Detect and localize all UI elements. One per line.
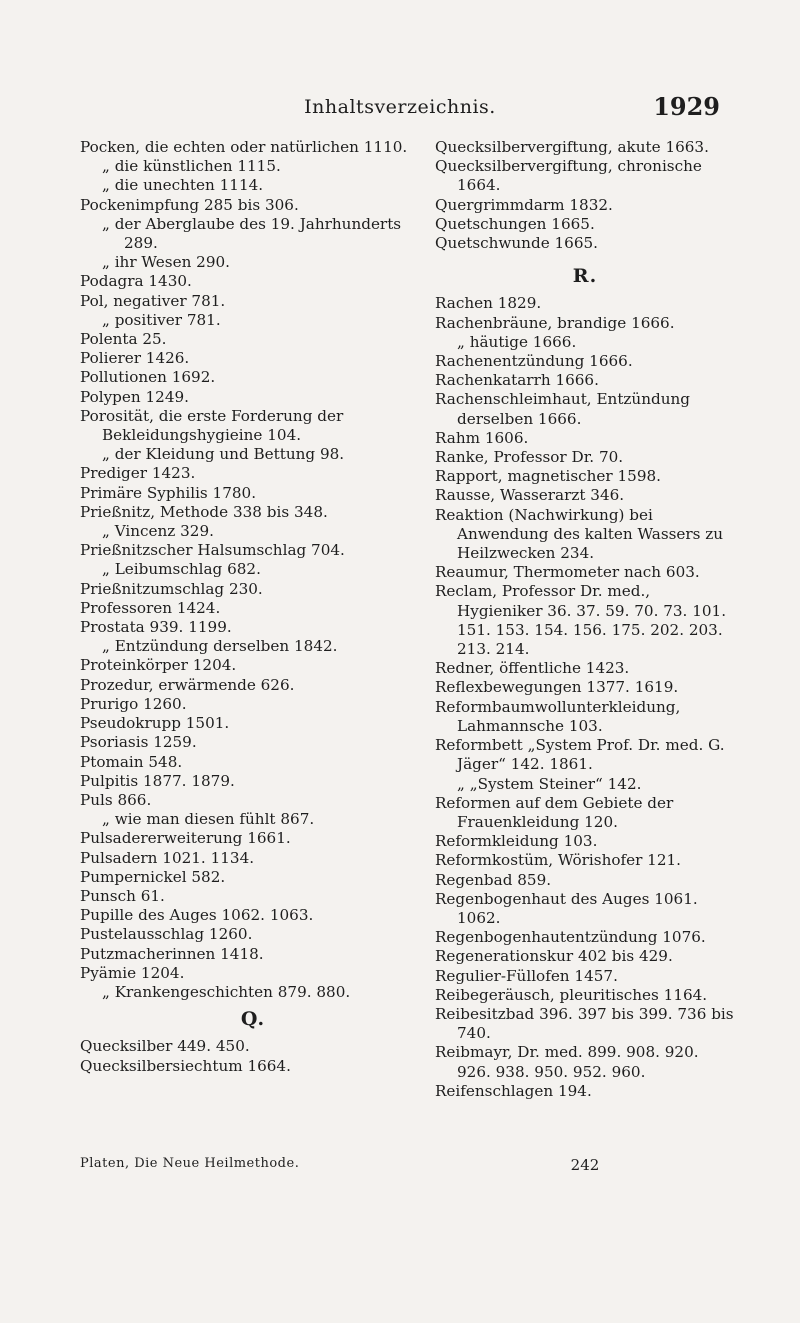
index-entry: „ die künstlichen 1115. bbox=[102, 157, 281, 176]
index-entry: Pulsadererweiterung 1661. bbox=[80, 829, 291, 848]
index-column-left bbox=[80, 138, 426, 1076]
index-entry: „ Leibumschlag 682. bbox=[102, 560, 261, 579]
index-entry: „ der Kleidung und Bettung 98. bbox=[102, 445, 345, 464]
index-entry: Rachenschleimhaut, Entzündung derselben 1666. bbox=[435, 390, 690, 428]
index-entry: Rachen 1829. bbox=[435, 294, 542, 313]
index-entry: Prurigo 1260. bbox=[80, 694, 187, 713]
index-entry: Pumpernickel 582. bbox=[80, 867, 226, 886]
index-entry: Reformkostüm, Wörishofer 121. bbox=[435, 851, 682, 870]
index-entry: Reflexbewegungen 1377. 1619. bbox=[435, 678, 679, 697]
page-number: 1929 bbox=[653, 92, 720, 121]
index-entry: Regenbogenhaut des Auges 1061. 1062. bbox=[435, 889, 698, 927]
index-entry: Reifenschlagen 194. bbox=[435, 1081, 592, 1100]
index-entry: „ ihr Wesen 290. bbox=[102, 253, 230, 272]
index-entry: Quecksilbervergiftung, chronische 1664. bbox=[435, 157, 702, 195]
index-entry: Polierer 1426. bbox=[80, 349, 190, 368]
index-entry: Pseudokrupp 1501. bbox=[80, 714, 230, 733]
index-entry: Pockenimpfung 285 bis 306. bbox=[80, 195, 299, 214]
index-entry: Quecksilbersiechtum 1664. bbox=[80, 1056, 291, 1075]
index-entry: Ranke, Professor Dr. 70. bbox=[435, 448, 624, 467]
index-entry: Prießnitzscher Halsumschlag 704. bbox=[80, 541, 345, 560]
index-entry: „ „System Steiner“ 142. bbox=[457, 774, 642, 793]
index-entry: Psoriasis 1259. bbox=[80, 733, 197, 752]
sheet-number: 242 bbox=[570, 1156, 600, 1174]
index-entry: Professoren 1424. bbox=[80, 598, 221, 617]
index-entry: Pustelausschlag 1260. bbox=[80, 925, 253, 944]
index-entry: Rachenkatarrh 1666. bbox=[435, 371, 599, 390]
index-entry: Pupille des Auges 1062. 1063. bbox=[80, 906, 314, 925]
index-entry: Prozedur, erwärmende 626. bbox=[80, 675, 295, 694]
index-entry: „ Krankengeschichten 879. 880. bbox=[102, 982, 351, 1001]
index-entry: Ptomain 548. bbox=[80, 752, 183, 771]
index-entry: Rachenbräune, brandige 1666. bbox=[435, 313, 675, 332]
index-entry: Pol, negativer 781. bbox=[80, 291, 226, 310]
index-entry: „ positiver 781. bbox=[102, 310, 221, 329]
index-column-right bbox=[435, 138, 735, 1101]
index-entry: Reformbett „System Prof. Dr. med. G. Jäger“ 142. 1861. bbox=[435, 736, 725, 774]
index-entry: „ Entzündung derselben 1842. bbox=[102, 637, 338, 656]
running-title: Inhaltsverzeichnis. bbox=[304, 96, 496, 118]
index-entry: Rahm 1606. bbox=[435, 428, 529, 447]
index-entry: „ der Aberglaube des 19. Jahrhunderts 289. bbox=[102, 214, 402, 253]
index-entry: Pulpitis 1877. 1879. bbox=[80, 771, 235, 790]
index-entry: Prostata 939. 1199. bbox=[80, 618, 232, 637]
index-entry: Polypen 1249. bbox=[80, 387, 189, 406]
index-entry: Prießnitzumschlag 230. bbox=[80, 579, 263, 598]
section-letter-q: Q. bbox=[240, 1008, 266, 1031]
index-entry: Reibesitzbad 396. 397 bis 399. 736 bis 740. bbox=[435, 1004, 734, 1043]
index-entry: Quecksilbervergiftung, akute 1663. bbox=[435, 138, 709, 156]
index-entry: „ Vincenz 329. bbox=[102, 522, 214, 541]
index-entry: Regenerationskur 402 bis 429. bbox=[435, 947, 673, 966]
index-entry: Quergrimmdarm 1832. bbox=[435, 195, 613, 214]
index-entry: Primäre Syphilis 1780. bbox=[80, 483, 257, 502]
index-entry: „ häutige 1666. bbox=[457, 332, 577, 351]
section-letter-r: R. bbox=[572, 265, 598, 288]
index-entry: Polenta 25. bbox=[80, 330, 167, 349]
index-entry: Rausse, Wasserarzt 346. bbox=[435, 486, 625, 505]
index-entry: Reformkleidung 103. bbox=[435, 832, 598, 851]
index-entry: Prießnitz, Methode 338 bis 348. bbox=[80, 502, 328, 521]
index-entry: Redner, öffentliche 1423. bbox=[435, 659, 630, 678]
index-entry: Regenbogenhautentzündung 1076. bbox=[435, 928, 706, 947]
index-entry: Pulsadern 1021. 1134. bbox=[80, 848, 255, 867]
index-entry: Pollutionen 1692. bbox=[80, 368, 216, 387]
index-entry: Puls 866. bbox=[80, 790, 152, 809]
index-entry: Quecksilber 449. 450. bbox=[80, 1037, 250, 1056]
index-entry: Rachenentzündung 1666. bbox=[435, 352, 633, 371]
index-entry: Regulier-Füllofen 1457. bbox=[435, 966, 618, 985]
index-entry: Pyämie 1204. bbox=[80, 963, 185, 982]
index-entry: Pocken, die echten oder natürlichen 1110. bbox=[80, 138, 408, 156]
index-entry: Reformen auf dem Gebiete der Frauenkleidung 120. bbox=[435, 793, 674, 831]
index-entry: Reibmayr, Dr. med. 899. 908. 920. 926. 938. 950. 952. 960. bbox=[435, 1043, 699, 1081]
index-entry: Regenbad 859. bbox=[435, 870, 552, 889]
index-entry: Reaumur, Thermometer nach 603. bbox=[435, 563, 700, 582]
index-entry: Quetschungen 1665. bbox=[435, 214, 595, 233]
index-entry: Putzmacherinnen 1418. bbox=[80, 944, 264, 963]
page-header bbox=[0, 92, 800, 126]
index-entry: Reaktion (Nachwirkung) bei Anwendung des kalten Wassers zu Heilzwecken 234. bbox=[435, 505, 724, 563]
index-entry: Quetschwunde 1665. bbox=[435, 234, 598, 253]
index-entry: Reclam, Professor Dr. med., Hygieniker 36. 37. 59. 70. 73. 101. 151. 153. 154. 156. 175. 202. 203. 213. 214. bbox=[435, 582, 727, 659]
index-entry: Proteinkörper 1204. bbox=[80, 656, 237, 675]
footer-signature: Platen, Die Neue Heilmethode. bbox=[80, 1156, 300, 1171]
index-entry: Prediger 1423. bbox=[80, 464, 196, 483]
index-entry: Punsch 61. bbox=[80, 886, 165, 905]
index-entry: Porosität, die erste Forderung der Bekleidungshygieine 104. bbox=[80, 406, 344, 445]
index-entry: „ wie man diesen fühlt 867. bbox=[102, 810, 315, 829]
index-entry: „ die unechten 1114. bbox=[102, 176, 264, 195]
index-entry: Reformbaumwollunterkleidung, Lahmannsche 103. bbox=[435, 697, 681, 735]
index-entry: Reibegeräusch, pleuritisches 1164. bbox=[435, 985, 708, 1004]
index-entry: Rapport, magnetischer 1598. bbox=[435, 467, 661, 486]
index-entry: Podagra 1430. bbox=[80, 272, 192, 291]
